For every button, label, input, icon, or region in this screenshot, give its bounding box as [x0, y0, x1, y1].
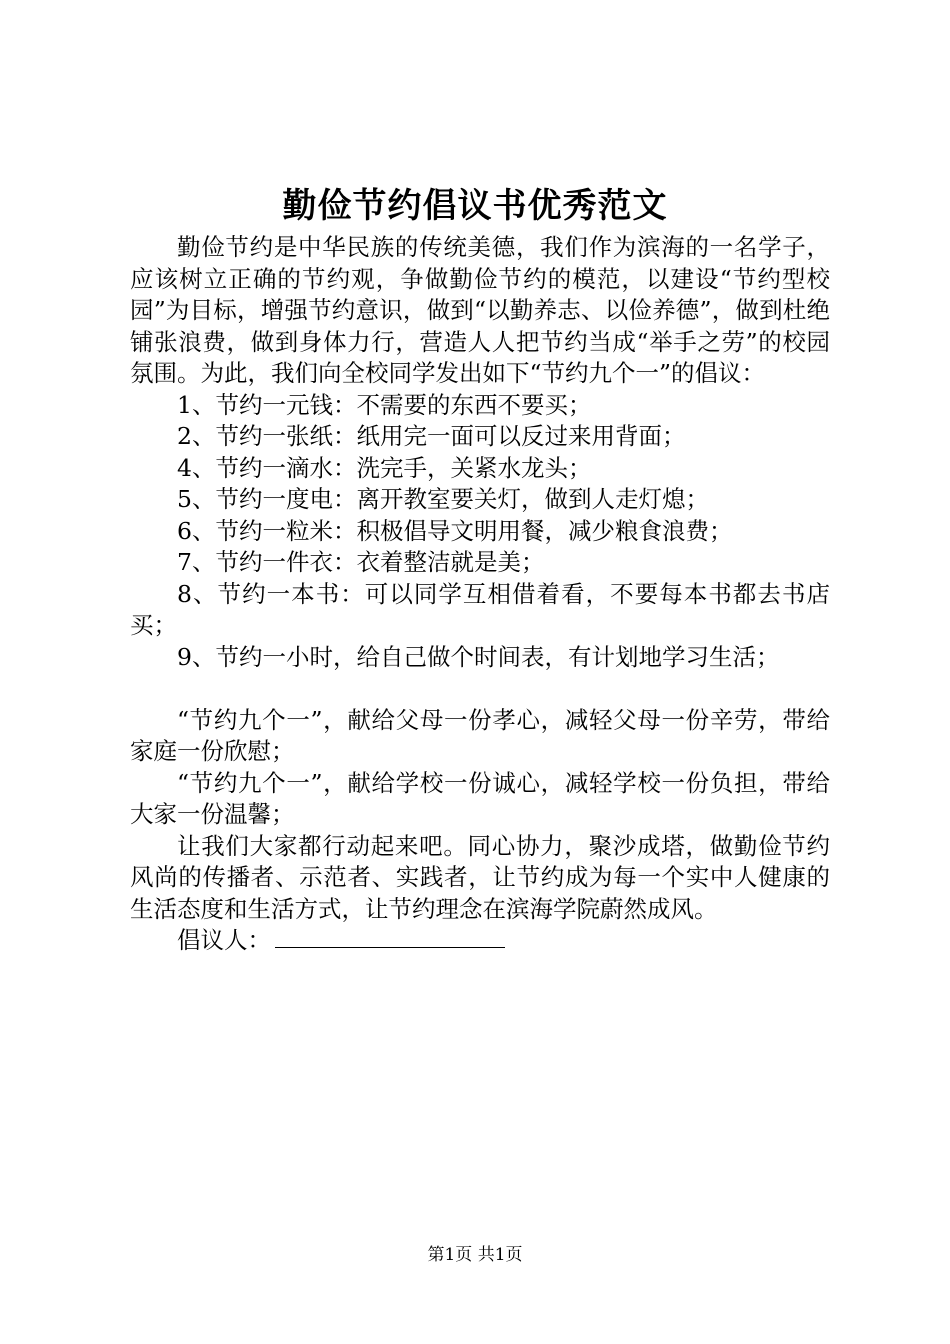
proposal-item: 2、节约一张纸：纸用完一面可以反过来用背面；	[177, 422, 686, 450]
signature-line	[275, 925, 505, 948]
closing-paragraph-school: “节约九个一”，献给学校一份诚心，减轻学校一份负担，带给大家一份温馨；	[130, 768, 830, 828]
proposal-item: 9、节约一小时，给自己做个时间表，有计划地学习生活；	[177, 642, 780, 671]
proposal-item: 7、节约一件衣：衣着整洁就是美；	[177, 548, 545, 576]
proposal-item: 4、节约一滴水：洗完手，关紧水龙头；	[177, 453, 592, 482]
signature-label: 倡议人：	[177, 926, 271, 954]
closing-paragraph-parents: “节约九个一”，献给父母一份孝心，减轻父母一份辛劳，带给家庭一份欣慰；	[130, 705, 830, 765]
proposal-item: 1、节约一元钱：不需要的东西不要买；	[177, 390, 592, 419]
proposal-item: 5、节约一度电：离开教室要关灯，做到人走灯熄；	[177, 485, 709, 513]
signature-row	[130, 925, 830, 957]
call-to-action-paragraph: 让我们大家都行动起来吧。同心协力，聚沙成塔，做勤俭节约风尚的传播者、示范者、实践者，让节约成为每一个实中人健康的生活态度和生活方式，让节约理念在滨海学院蔚然成风。	[130, 831, 830, 923]
proposal-item: 8、节约一本书：可以同学互相借着看，不要每本书都去书店买；	[130, 579, 830, 639]
proposal-item: 6、节约一粒米：积极倡导文明用餐，减少粮食浪费；	[177, 516, 733, 545]
blank-line	[130, 673, 830, 705]
intro-paragraph: 勤俭节约是中华民族的传统美德，我们作为滨海的一名学子，应该树立正确的节约观，争做勤俭节约的模范，以建设“节约型校园”为目标，增强节约意识，做到“以勤养志、以俭养德”，做到杜绝铺张浪费，做到身体力行，营造人人把节约当成“举手之劳”的校园氛围。为此，我们向全校同学发出如下“节约九个一”的倡议：	[130, 233, 830, 387]
document-title: 勤俭节约倡议书优秀范文	[282, 186, 668, 226]
page-footer: 第1页 共1页	[427, 1245, 523, 1265]
document-body	[130, 232, 830, 957]
